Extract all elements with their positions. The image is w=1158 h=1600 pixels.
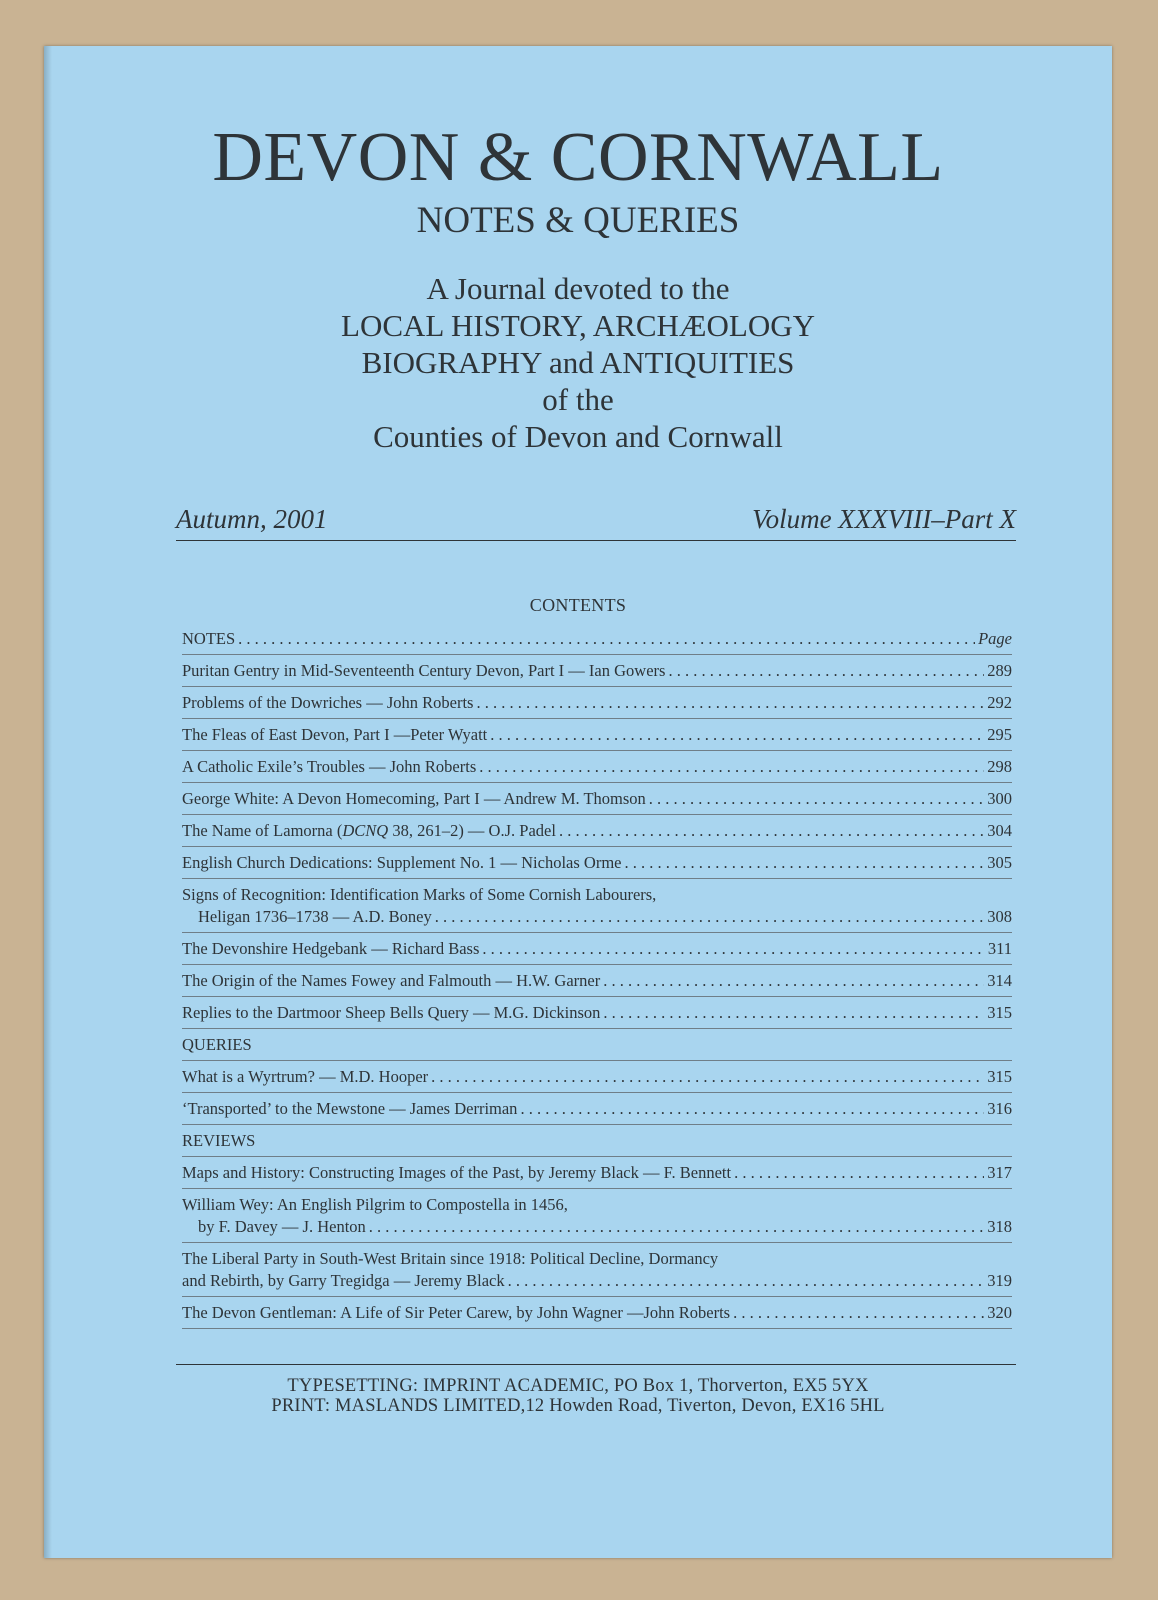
issue-season: Autumn, 2001	[176, 504, 328, 534]
issue-volume: Volume XXXVIII–Part X	[752, 504, 1016, 534]
entry-title: Problems of the Dowriches — John Roberts	[182, 693, 474, 712]
contents-heading: CONTENTS	[529, 595, 627, 615]
description-line: A Journal devoted to the	[426, 271, 730, 306]
entry-title-line1: The Liberal Party in South-West Britain since 1918: Political Decline, Dormancy	[182, 1249, 719, 1268]
entry-title: What is a Wyrtrum? — M.D. Hooper	[182, 1067, 429, 1086]
leader-dots	[508, 1270, 985, 1292]
toc-entry	[182, 815, 1012, 847]
leader-dots	[520, 1098, 984, 1120]
toc-entry	[182, 997, 1012, 1029]
toc-entry	[182, 1243, 1012, 1297]
toc-entry	[182, 751, 1012, 783]
toc-entry	[182, 933, 1012, 965]
entry-title-part: 38, 261–2) — O.J. Padel	[388, 821, 556, 840]
entry-title: The Devonshire Hedgebank — Richard Bass	[182, 939, 480, 958]
imprint-footer	[44, 1376, 1112, 1416]
journal-title: DEVON & CORNWALL	[212, 119, 944, 196]
journal-cover	[44, 46, 1112, 1558]
entry-title: ‘Transported’ to the Mewstone — James Derriman	[182, 1099, 518, 1118]
entry-title-line2: Heligan 1736–1738 — A.D. Boney	[198, 907, 432, 926]
leader-dots	[624, 852, 984, 874]
toc-entry	[182, 655, 1012, 687]
entry-page: 320	[987, 1303, 1012, 1322]
leader-dots	[559, 820, 984, 842]
leader-dots	[733, 1302, 984, 1324]
entry-title-line2: and Rebirth, by Garry Tregidga — Jeremy Black	[182, 1271, 505, 1290]
toc-entry	[182, 1093, 1012, 1125]
entry-page: 289	[987, 661, 1012, 680]
leader-dots	[476, 692, 984, 714]
page-column-label: Page	[978, 629, 1012, 648]
leader-dots	[649, 788, 984, 810]
leader-dots	[435, 906, 985, 928]
leader-dots	[734, 1162, 984, 1184]
entry-page: 292	[987, 693, 1012, 712]
entry-page: 319	[987, 1271, 1012, 1290]
footer-print: PRINT: MASLANDS LIMITED,12 Howden Road, Tiverton, Devon, EX16 5HL	[271, 1396, 885, 1416]
entry-title	[182, 820, 556, 842]
description-line: BIOGRAPHY and ANTIQUITIES	[361, 345, 795, 380]
toc-entry	[182, 965, 1012, 997]
toc-entry	[182, 847, 1012, 879]
entry-title: The Origin of the Names Fowey and Falmouth — H.W. Garner	[182, 971, 601, 990]
leader-dots	[490, 724, 984, 746]
entry-page: 315	[987, 1003, 1012, 1022]
leader-dots	[603, 1002, 984, 1024]
description-line: Counties of Devon and Cornwall	[373, 419, 783, 454]
toc-entry	[182, 879, 1012, 933]
entry-page: 315	[987, 1067, 1012, 1086]
description-line: LOCAL HISTORY, ARCHÆOLOGY	[341, 308, 815, 343]
leader-dots	[603, 970, 984, 992]
leader-dots	[238, 628, 975, 650]
toc-entry	[182, 783, 1012, 815]
leader-dots	[668, 660, 984, 682]
toc-entry	[182, 719, 1012, 751]
leader-dots	[369, 1216, 984, 1238]
entry-page: 314	[987, 971, 1012, 990]
entry-title-part: The Name of Lamorna (	[182, 821, 343, 840]
entry-title: George White: A Devon Homecoming, Part I — Andrew M. Thomson	[182, 789, 646, 808]
entry-title: Puritan Gentry in Mid-Seventeenth Century Devon, Part I — Ian Gowers	[182, 661, 666, 680]
section-label-notes: NOTES	[182, 629, 236, 648]
entry-title-line2: by F. Davey — J. Henton	[198, 1217, 366, 1236]
toc-entry	[182, 1061, 1012, 1093]
toc-entry	[182, 1157, 1012, 1189]
entry-page: 304	[987, 821, 1012, 840]
entry-page: 298	[987, 757, 1012, 776]
toc-entry	[182, 1297, 1012, 1329]
entry-title: The Devon Gentleman: A Life of Sir Peter Carew, by John Wagner —John Roberts	[182, 1303, 731, 1322]
entry-page: 316	[987, 1099, 1012, 1118]
issue-line	[176, 500, 1016, 541]
leader-dots	[482, 938, 984, 960]
entry-page: 295	[987, 725, 1012, 744]
entry-page: 300	[987, 789, 1012, 808]
entry-page: 311	[987, 939, 1012, 958]
entry-title-italic: DCNQ	[342, 821, 389, 840]
toc-notes-header	[182, 623, 1012, 655]
footer-rule	[176, 1364, 1016, 1365]
leader-dots	[431, 1066, 984, 1088]
entry-page: 318	[987, 1217, 1012, 1236]
toc-entry	[182, 1189, 1012, 1243]
section-label-reviews: REVIEWS	[182, 1125, 1012, 1157]
entry-title: Maps and History: Constructing Images of the Past, by Jeremy Black — F. Bennett	[182, 1163, 732, 1182]
description-line: of the	[542, 382, 614, 417]
leader-dots	[479, 756, 984, 778]
entry-page: 308	[987, 907, 1012, 926]
journal-subtitle: NOTES & QUERIES	[416, 200, 740, 241]
entry-title: A Catholic Exile’s Troubles — John Roberts	[182, 757, 477, 776]
entry-title-line1: Signs of Recognition: Identification Marks of Some Cornish Labourers,	[182, 885, 657, 904]
section-label-queries: QUERIES	[182, 1029, 1012, 1061]
entry-page: 317	[987, 1163, 1012, 1182]
entry-title: English Church Dedications: Supplement No. 1 — Nicholas Orme	[182, 853, 622, 872]
entry-title: Replies to the Dartmoor Sheep Bells Query — M.G. Dickinson	[182, 1003, 601, 1022]
toc-entry	[182, 687, 1012, 719]
table-of-contents	[182, 623, 1012, 1329]
entry-title: The Fleas of East Devon, Part I —Peter Wyatt	[182, 725, 488, 744]
journal-description	[44, 270, 1112, 455]
entry-page: 305	[987, 853, 1012, 872]
entry-title-line1: William Wey: An English Pilgrim to Compostella in 1456,	[182, 1195, 568, 1214]
footer-typesetting: TYPESETTING: IMPRINT ACADEMIC, PO Box 1, Thorverton, EX5 5YX	[287, 1376, 869, 1396]
